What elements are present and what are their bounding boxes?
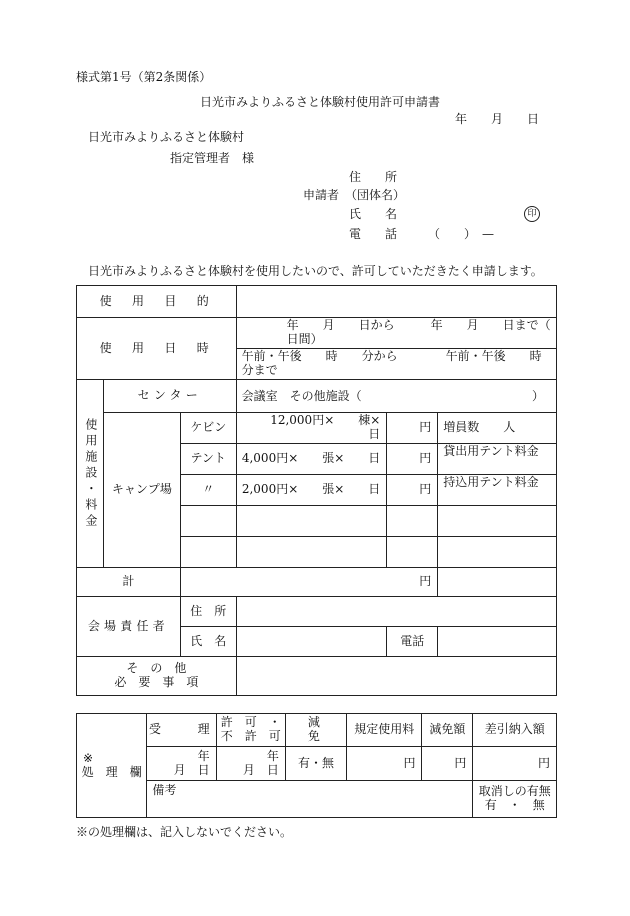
col-receipt: 受 理 [147, 714, 216, 747]
col-permit [216, 714, 285, 747]
purpose-field[interactable] [236, 286, 556, 318]
col-net: 差引納入額 [473, 714, 557, 747]
total-label: 計 [77, 568, 181, 597]
camp-blank-cell[interactable] [180, 506, 236, 537]
seal-mark [524, 206, 540, 222]
manager-address-field[interactable] [236, 597, 556, 627]
center-value-cell[interactable] [236, 380, 556, 413]
center-paren-close: ） [531, 389, 544, 403]
intro-text: 日光市みよりふるさと体験村を使用したいので、許可していただきたく申請します。 [88, 264, 543, 278]
camp-blank-cell[interactable] [180, 537, 236, 568]
camp-row-yen[interactable]: 円 [387, 444, 438, 475]
col-permit-1: 許 可 ・ [220, 715, 281, 730]
camp-label: キャンプ場 [103, 413, 180, 568]
facility-label-cell [77, 380, 104, 568]
col-permit-2: 不 許 可 [220, 729, 281, 743]
date-range-field[interactable]: 年 月 日から 年 月 日まで（ 日間） [236, 318, 556, 349]
remarks-field[interactable]: 備考 [147, 781, 473, 818]
camp-row-note: 貸出用テント料金 [438, 444, 557, 475]
camp-row-price: 12,000円× 棟× 日 [236, 413, 387, 444]
camp-row-price: 2,000円× 張× 日 [236, 475, 387, 506]
datetime-label: 使 用 日 時 [77, 318, 237, 380]
form-number: 様式第1号（第2条関係） [76, 70, 212, 84]
applicant-label: 申請者 [303, 188, 340, 202]
footer-note: ※の処理欄は、記入しないでください。 [76, 825, 293, 839]
processing-mark: ※ [83, 750, 94, 765]
camp-blank-cell[interactable] [438, 537, 557, 568]
manager-label: 会場責任者 [77, 597, 181, 657]
net-yen[interactable]: 円 [473, 747, 557, 781]
manager-name-label: 氏 名 [180, 627, 236, 657]
receipt-month-day: 月 日 [173, 762, 210, 777]
receipt-date-cell[interactable] [147, 747, 216, 781]
permit-month-day: 月 日 [242, 762, 279, 777]
purpose-label: 使 用 目 的 [77, 286, 237, 318]
phone-label: 電 話 [349, 227, 398, 241]
facility-label: 使用施設・料金 [83, 417, 98, 530]
application-table [76, 285, 587, 696]
cancel-label: 取消しの有無 [478, 784, 551, 799]
camp-row-name: ケビン [180, 413, 236, 444]
manager-phone-field[interactable] [438, 627, 557, 657]
other-label-1: そ の 他 [126, 661, 187, 676]
camp-row-yen[interactable]: 円 [387, 413, 438, 444]
reduction-yes-no[interactable]: 有・無 [285, 747, 346, 781]
col-reduction: 減 免 [285, 714, 346, 747]
permit-date-cell[interactable] [216, 747, 285, 781]
addressee-line2: 指定管理者 様 [170, 151, 255, 165]
processing-label-cell [77, 714, 147, 818]
camp-row-name: 〃 [180, 475, 236, 506]
col-fee: 規定使用料 [347, 714, 422, 747]
other-label-cell [77, 657, 237, 696]
fee-yen[interactable]: 円 [347, 747, 422, 781]
reduction-amount-yen[interactable]: 円 [422, 747, 473, 781]
date-line: 年 月 日 [455, 112, 540, 126]
camp-blank-cell[interactable] [236, 537, 387, 568]
cancel-cell[interactable] [473, 781, 557, 818]
phone-format: （ ） — [428, 227, 495, 241]
total-yen[interactable]: 円 [180, 568, 437, 597]
camp-row-name: テント [180, 444, 236, 475]
cancel-value: 有 ・ 無 [484, 798, 545, 812]
camp-row-note: 持込用テント料金 [438, 475, 557, 506]
processing-table [76, 713, 557, 818]
seal-icon: 印 [524, 206, 540, 222]
camp-blank-cell[interactable] [236, 506, 387, 537]
name-label: 氏 名 [349, 207, 398, 221]
manager-name-field[interactable] [236, 627, 387, 657]
center-label: センター [103, 380, 236, 413]
addressee-line1: 日光市みよりふるさと体験村 [88, 130, 245, 144]
total-blank [438, 568, 557, 597]
other-label-2: 必 要 事 項 [114, 675, 199, 689]
other-field[interactable] [236, 657, 556, 696]
col-reduction-amount: 減免額 [422, 714, 473, 747]
time-range-field[interactable]: 午前・午後 時 分から 午前・午後 時 分まで [236, 349, 556, 380]
manager-phone-label: 電話 [387, 627, 438, 657]
camp-row-yen[interactable]: 円 [387, 475, 438, 506]
address-label: 住 所 [349, 170, 398, 184]
center-value: 会議室 その他施設（ [241, 389, 362, 403]
camp-row-price: 4,000円× 張× 日 [236, 444, 387, 475]
processing-label: 処 理 欄 [81, 764, 142, 779]
org-label: （団体名） [345, 188, 406, 202]
camp-row-note: 増員数 人 [438, 413, 557, 444]
manager-address-label: 住 所 [180, 597, 236, 627]
camp-blank-cell[interactable] [387, 537, 438, 568]
receipt-year: 年 [197, 748, 210, 763]
document-title: 日光市みよりふるさと体験村使用許可申請書 [200, 95, 441, 109]
camp-blank-cell[interactable] [438, 506, 557, 537]
permit-year: 年 [266, 748, 279, 763]
camp-blank-cell[interactable] [387, 506, 438, 537]
